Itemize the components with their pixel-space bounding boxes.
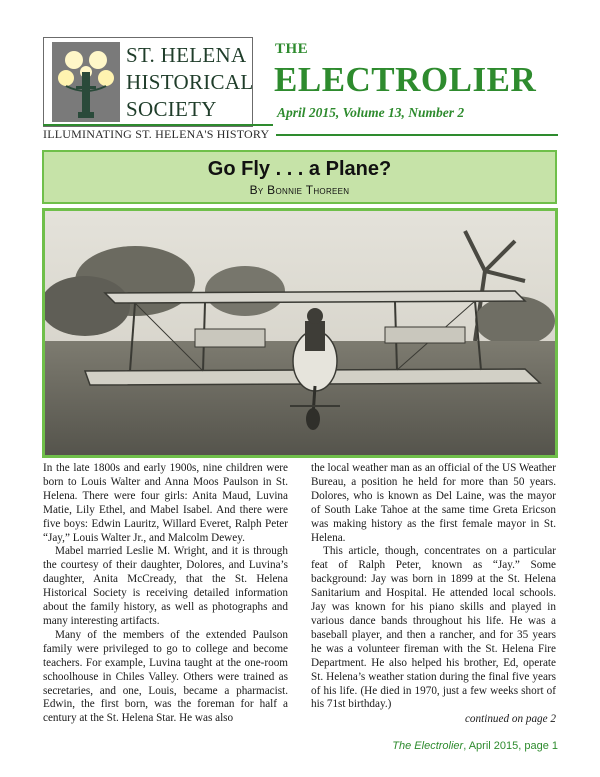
headline-box — [42, 150, 557, 204]
newsletter-title: ELECTROLIER — [274, 60, 537, 99]
masthead-rule-left — [43, 124, 273, 126]
article-paragraph: Many of the members of the extended Paulson family were privileged to go to college and become teachers. For example, Luvina taught at the one-room schoolhouse in Chiles Valley. Others were trained as secretaries, and one, Louis, became a pharmacist. Edwin, the first born, was the foreman for half a century at the St. Helena Star. He was also — [43, 628, 288, 725]
issue-line: April 2015, Volume 13, Number 2 — [277, 105, 465, 120]
page-footer — [392, 740, 558, 752]
airplane-photo — [42, 208, 558, 458]
footer-publication: The Electrolier — [392, 740, 464, 752]
title-the: THE — [275, 41, 309, 57]
article-paragraph: In the late 1800s and early 1900s, nine children were born to Louis Walter and Anna Moos Paulson in St. Helena. There were four girls: Anita Maud, Luvina Matie, Lily Ethel, and Mabel Isabel. And there were five boys: Edwin Lauritz, Willard Everet, Ralph Peter “Jay,” Louis Walter Jr., and Malcolm Dewey. — [43, 462, 288, 544]
masthead-rule-right — [276, 134, 558, 136]
electrolier-lamp-icon — [52, 42, 120, 122]
logo-text — [126, 42, 254, 123]
footer-date-page: , April 2015, page 1 — [463, 740, 558, 752]
article-column-right — [311, 462, 556, 727]
article-byline: By Bonnie Thoreen — [249, 183, 350, 197]
article-column-left — [43, 462, 288, 726]
article-paragraph: the local weather man as an official of the US Weather Bureau, a position he held for more than 50 years. Dolores, who is known as Del Laine, was the mayor of South Lake Tahoe at the same time Greta Ericson was making history as the first female mayor in St. Helena. — [311, 462, 556, 544]
continued-note: continued on page 2 — [464, 713, 556, 726]
article-paragraph: This article, though, concentrates on a particular feat of Ralph Peter, known as “Jay.” Some background: Jay was born in 1899 at the St. Helena Sanitarium and Hospital. He attended local schools. Jay was known for his piano skills and played in various dance bands throughout his life. He was a baseball player, and then a rancher, and for 35 years he was a volunteer fireman with the St. Helena Fire Department. He also helped his brother, Ed, operate St. Helena’s weather station during the final five years of his life. (He died in 1970, just a few weeks short of his 71st birthday.) — [311, 545, 556, 711]
article-headline: Go Fly . . . a Plane? — [207, 158, 392, 180]
logo-line: SOCIETY — [126, 97, 217, 121]
society-logo — [43, 37, 253, 127]
tagline: ILLUMINATING ST. HELENA'S HISTORY — [43, 127, 270, 141]
article-paragraph: Mabel married Leslie M. Wright, and it is through the courtesy of their daughter, Dolores, and Luvina’s daughter, Anita McCready, that the St. Helena Historical Society is receiving detailed information about the family history, as well as photographs and many interesting artifacts. — [43, 545, 288, 627]
logo-line: HISTORICAL — [126, 70, 254, 94]
logo-line: ST. HELENA — [126, 43, 247, 67]
